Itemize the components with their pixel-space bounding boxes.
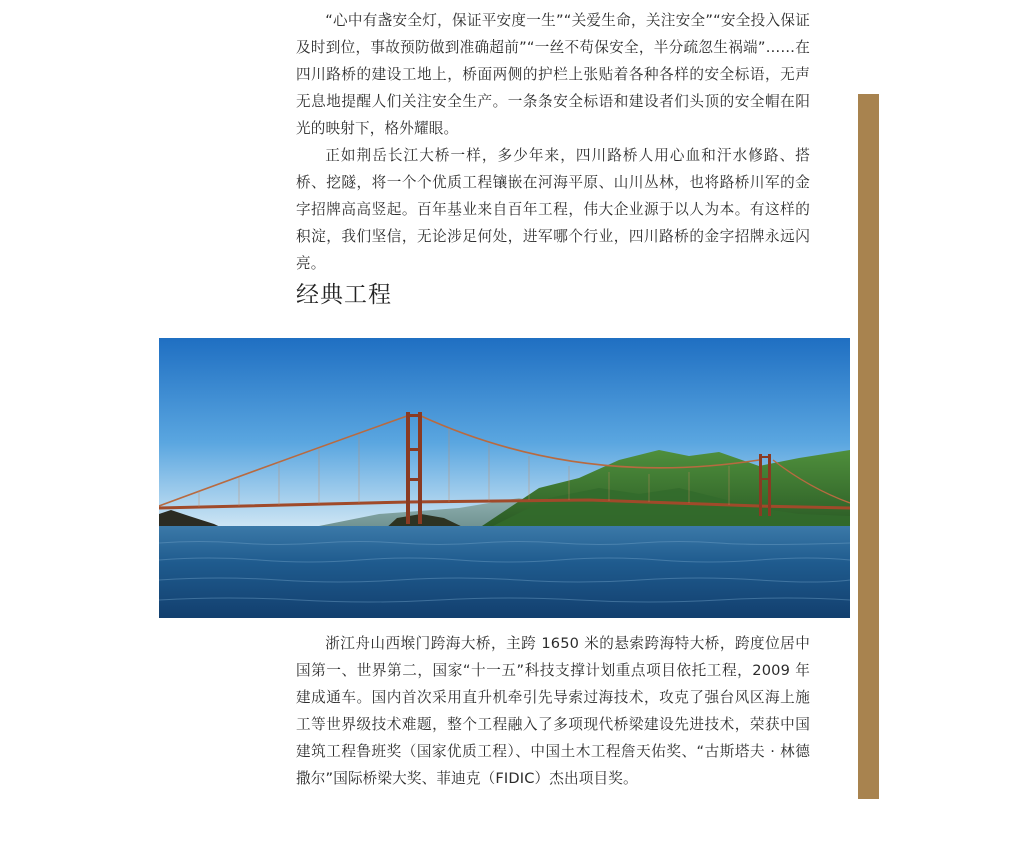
project-description — [296, 630, 810, 792]
bridge-photo — [159, 338, 850, 618]
sea — [159, 526, 850, 618]
paragraph-golden-brand: 正如荆岳长江大桥一样，多少年来，四川路桥人用心血和汗水修路、搭桥、挖隧，将一个个优质工程镶嵌在河海平原、山川丛林，也将路桥川军的金字招牌高高竖起。百年基业来自百年工程，伟大企业源于以人为本。有这样的积淀，我们坚信，无论涉足何处，进军哪个行业，四川路桥的金字招牌永远闪亮。 — [296, 147, 810, 272]
side-decor-band — [858, 94, 879, 799]
paragraph-safety-slogans: “心中有盏安全灯，保证平安度一生”“关爱生命，关注安全”“安全投入保证及时到位，事故预防做到准确超前”“一丝不苟保安全，半分疏忽生祸端”……在四川路桥的建设工地上，桥面两侧的护栏上张贴着各种各样的安全标语，无声无息地提醒人们关注安全生产。一条条安全标语和建设者们头顶的安全帽在阳光的映射下，格外耀眼。 — [296, 12, 810, 137]
intro-text — [296, 7, 810, 277]
bridge-illustration — [159, 338, 850, 618]
paragraph-xihoumen-bridge: 浙江舟山西堠门跨海大桥，主跨 1650 米的悬索跨海特大桥，跨度位居中国第一、世界第二，国家“十一五”科技支撑计划重点项目依托工程，2009 年建成通车。国内首次采用直升机牵引先导索过海技术，攻克了强台风区海上施工等世界级技术难题，整个工程融入了多项现代桥梁建设先进技术，荣获中国建筑工程鲁班奖（国家优质工程）、中国土木工程詹天佑奖、“古斯塔夫 · 林德撒尔”国际桥梁大奖、菲迪克（FIDIC）杰出项目奖。 — [296, 635, 810, 787]
section-heading: 经典工程 — [296, 282, 392, 308]
